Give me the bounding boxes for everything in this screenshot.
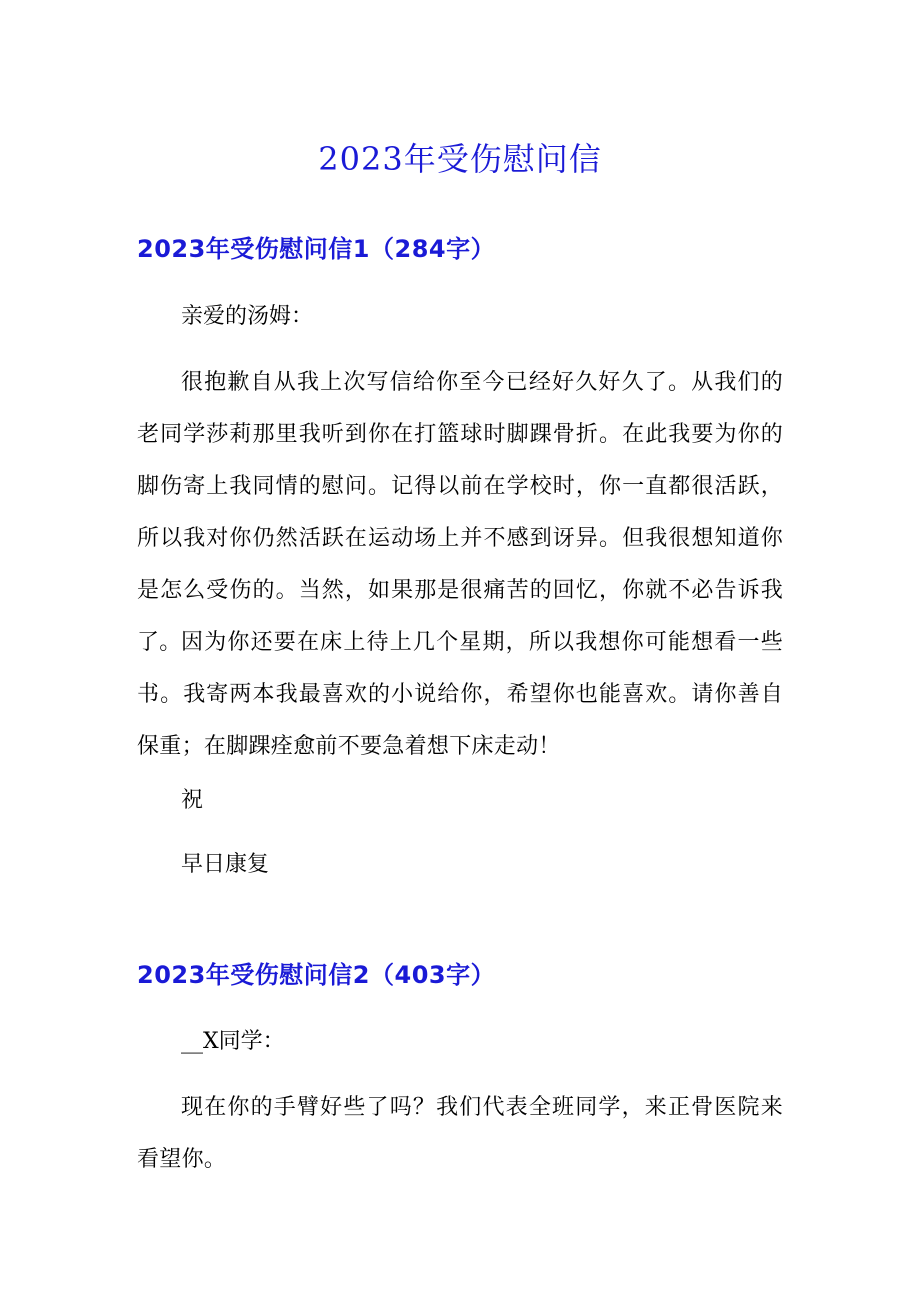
document-title: 2023年受伤慰问信 [318, 140, 602, 178]
section-1-salutation: 亲爱的汤姆： [181, 304, 314, 329]
section-2-heading: 2023年受伤慰问信2（403字） [137, 961, 496, 989]
section-1-paragraph-2: 因为你还要在床上待上几个星期，所以我想你可能想看一些书。我寄两本我最喜欢的小说给你，希望你也能喜欢。请你善自保重；在脚踝痊愈前不要急着想下床走动！ [137, 630, 783, 759]
section-2-salutation: __X同学： [181, 1029, 285, 1054]
section-2-paragraph-1: 现在你的手臂好些了吗？我们代表全班同学，来正骨医院来看望你。 [137, 1095, 783, 1172]
section-1-closing-recovery: 早日康复 [181, 852, 270, 877]
section-1-closing-wish: 祝 [181, 788, 204, 813]
section-1-heading: 2023年受伤慰问信1（284字） [137, 235, 496, 263]
section-1-paragraph-1: 很抱歉自从我上次写信给你至今已经好久好久了。从我们的老同学莎莉那里我听到你在打篮球时脚踝骨折。在此我要为你的脚伤寄上我同情的慰问。记得以前在学校时，你一直都很活跃，所以我对你仍然活跃在运动场上并不感到讶异。但我很想知道你是怎么受伤的。当然，如果那是很痛苦的回忆，你就不必告诉我了。 [137, 370, 783, 655]
